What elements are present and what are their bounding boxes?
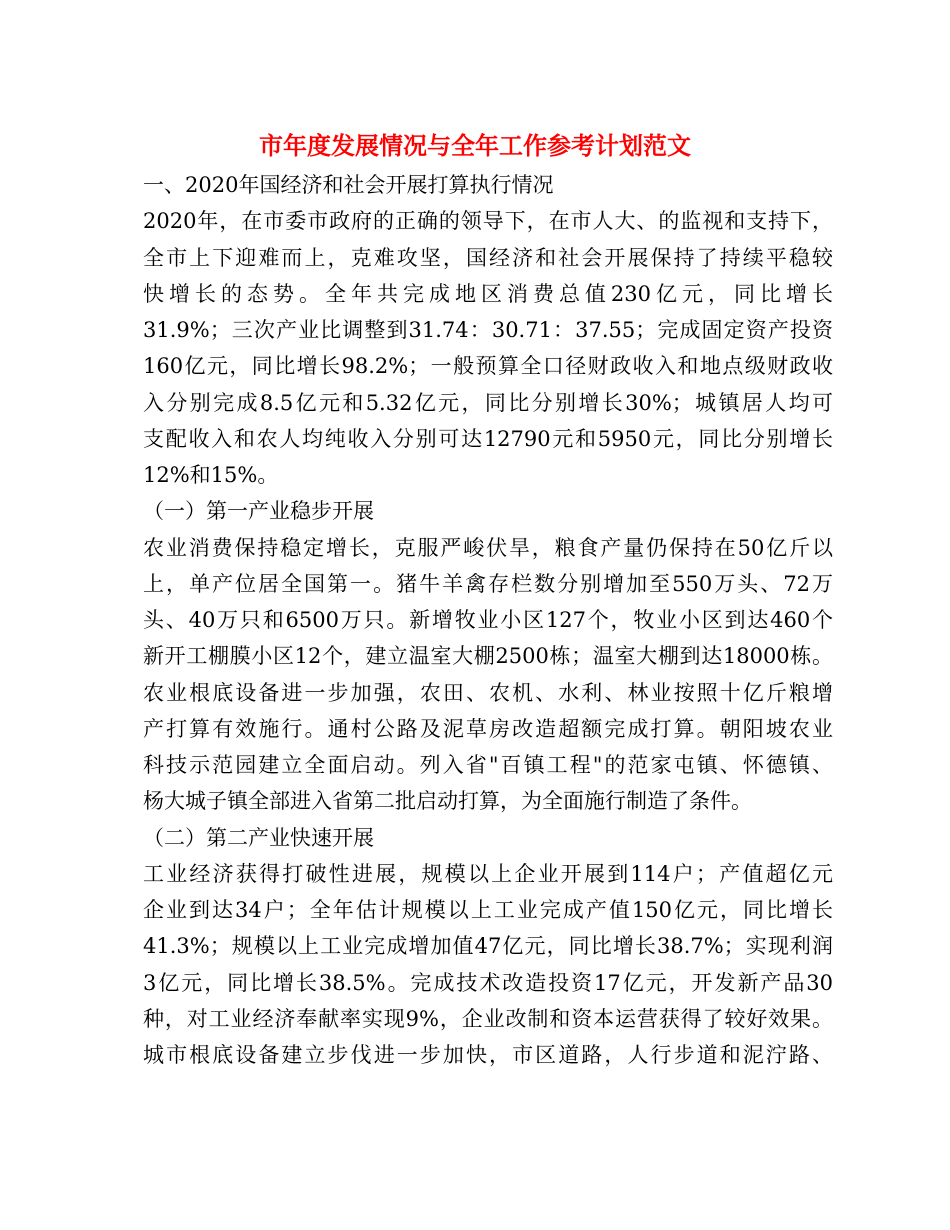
paragraph-line: 160亿元，同比增长98.2%；一般预算全口径财政收入和地点级财政收 xyxy=(143,354,833,379)
document-body xyxy=(143,167,833,1073)
paragraph-line: 城市根底设备建立步伐进一步加快，市区道路，人行步道和泥泞路、 xyxy=(143,1043,833,1067)
paragraph-line: （二）第二产业快速开展 xyxy=(143,825,374,850)
paragraph-line: （一）第一产业稳步开展 xyxy=(143,499,374,524)
paragraph-line: 2020年，在市委市政府的正确的领导下，在市人大、的监视和支持下， xyxy=(143,209,833,234)
paragraph-line: 农业根底设备进一步加强，农田、农机、水利、林业按照十亿斤粮增 xyxy=(143,680,833,705)
paragraph-line: 支配收入和农人均纯收入分别可达12790元和5950元，同比分别增长 xyxy=(143,426,833,451)
paragraph-line: 41.3%；规模以上工业完成增加值47亿元，同比增长38.7%；实现利润 xyxy=(143,934,833,959)
document-title: 市年度发展情况与全年工作参考计划范文 xyxy=(259,132,691,160)
paragraph-line: 企业到达34户；全年估计规模以上工业完成产值150亿元，同比增长 xyxy=(143,898,833,922)
paragraph-line: 工业经济获得打破性进展，规模以上企业开展到114户；产值超亿元 xyxy=(143,861,833,886)
paragraph-line: 杨大城子镇全部进入省第二批启动打算，为全面施行制造了条件。 xyxy=(143,789,752,814)
paragraph-line: 全市上下迎难而上，克难攻坚，国经济和社会开展保持了持续平稳较 xyxy=(143,245,833,270)
paragraph-line: 入分别完成8.5亿元和5.32亿元，同比分别增长30%；城镇居人均可 xyxy=(143,390,833,415)
paragraph-line: 12%和15%。 xyxy=(143,463,279,487)
paragraph-line: 头、40万只和6500万只。新增牧业小区127个，牧业小区到达460个 xyxy=(143,608,833,632)
paragraph-line: 3亿元，同比增长38.5%。完成技术改造投资17亿元，开发新产品30 xyxy=(143,970,833,995)
paragraph-line: 种，对工业经济奉献率实现9%，企业改制和资本运营获得了较好效果。 xyxy=(143,1006,833,1031)
paragraph-line: 一、2020年国经济和社会开展打算执行情况 xyxy=(143,173,554,197)
paragraph-line: 31.9%；三次产业比调整到31.74：30.71：37.55；完成固定资产投资 xyxy=(143,318,833,342)
paragraph-line: 科技示范园建立全面启动。列入省"百镇工程"的范家屯镇、怀德镇、 xyxy=(143,753,833,777)
paragraph-line: 快增长的态势。全年共完成地区消费总值230亿元，同比增长 xyxy=(143,281,833,306)
paragraph-line: 上，单产位居全国第一。猪牛羊禽存栏数分别增加至550万头、72万 xyxy=(143,571,833,596)
paragraph-line: 农业消费保持稳定增长，克服严峻伏旱，粮食产量仍保持在50亿斤以 xyxy=(143,535,833,560)
paragraph-line: 新开工棚膜小区12个，建立温室大棚2500栋；温室大棚到达18000栋。 xyxy=(143,644,833,669)
paragraph-line: 产打算有效施行。通村公路及泥草房改造超额完成打算。朝阳坡农业 xyxy=(143,716,833,741)
